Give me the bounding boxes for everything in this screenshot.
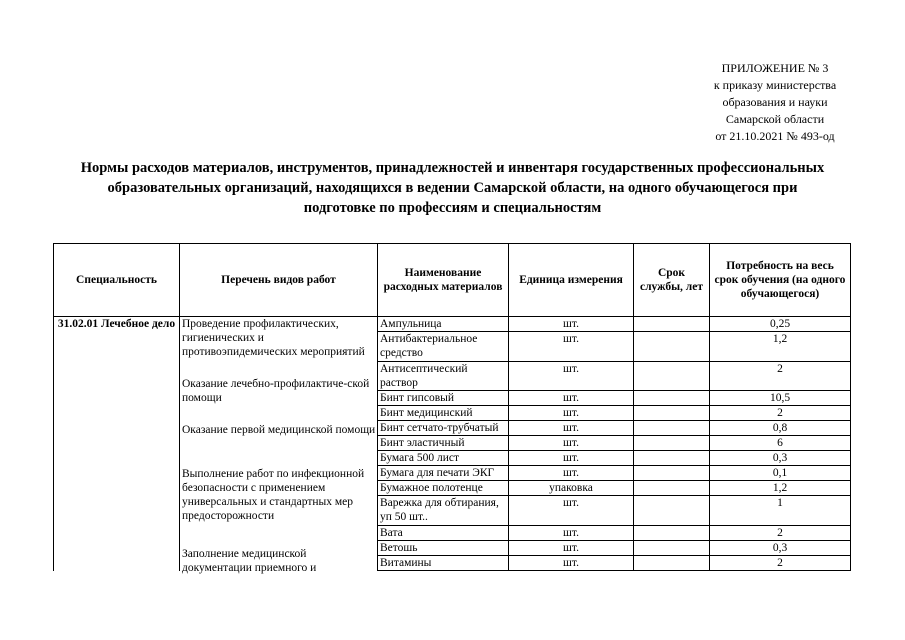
need-cell: 2 [710,556,851,571]
life-cell [634,451,710,466]
work-group: Оказание первой медицинской помощи [182,424,376,436]
life-cell [634,526,710,541]
material-cell: Бумага 500 лист [378,451,509,466]
material-cell: Антибактериальное средство [378,332,509,362]
table-header-row [54,244,851,317]
material-cell: Бинт эластичный [378,436,509,451]
appendix-line: образования и науки [722,95,828,109]
header-specialty: Специальность [54,244,180,317]
unit-cell: шт. [509,406,634,421]
material-cell: Бумажное полотенце [378,481,509,496]
unit-cell: шт. [509,496,634,526]
work-group: Проведение профилактических, гигиенических и противоэпидемических мероприятий [182,318,365,358]
life-cell [634,481,710,496]
appendix-line: Самарской области [725,112,825,126]
title-line: Нормы расходов материалов, инструментов, принадлежностей и инвентаря государственных профессиональных [80,160,825,176]
material-cell: Вата [378,526,509,541]
header-material: Наименование расходных материалов [378,244,509,317]
work-group: Оказание лечебно-профилактиче-ской помощи [182,378,370,404]
unit-cell: шт. [509,391,634,406]
life-cell [634,421,710,436]
material-cell: Бинт медицинский [378,406,509,421]
need-cell: 0,3 [710,541,851,556]
unit-cell: шт. [509,317,634,332]
unit-cell: шт. [509,556,634,571]
need-cell: 1,2 [710,481,851,496]
unit-cell: шт. [509,362,634,391]
unit-cell: шт. [509,451,634,466]
life-cell [634,362,710,391]
header-need: Потребность на весь срок обучения (на одного обучающегося) [710,244,851,317]
material-cell: Варежка для обтирания, уп 50 шт.. [378,496,509,526]
unit-cell: шт. [509,421,634,436]
material-cell: Ветошь [378,541,509,556]
material-cell: Бумага для печати ЭКГ [378,466,509,481]
work-group: Выполнение работ по инфекционной безопасности с применением универсальных и стандартных мер предосторожности [182,468,365,522]
material-cell: Бинт гипсовый [378,391,509,406]
need-cell: 6 [710,436,851,451]
life-cell [634,541,710,556]
need-cell: 2 [710,406,851,421]
title-line: образовательных организаций, находящихся в ведении Самарской области, на одного обучающегося при [107,180,798,196]
works-cell [180,317,378,574]
life-cell [634,466,710,481]
appendix-line: к приказу министерства [713,78,837,92]
header-works: Перечень видов работ [180,244,378,317]
norms-table [53,243,851,574]
unit-cell: шт. [509,332,634,362]
life-cell [634,406,710,421]
unit-cell: упаковка [509,481,634,496]
need-cell: 0,25 [710,317,851,332]
specialty-cell: 31.02.01 Лечебное дело [54,317,180,571]
need-cell: 10,5 [710,391,851,406]
unit-cell: шт. [509,466,634,481]
need-cell: 0,3 [710,451,851,466]
life-cell [634,436,710,451]
unit-cell: шт. [509,526,634,541]
header-unit: Единица измерения [509,244,634,317]
material-cell: Антисептический раствор [378,362,509,391]
need-cell: 1,2 [710,332,851,362]
document-title [0,158,905,218]
need-cell: 0,1 [710,466,851,481]
material-cell: Бинт сетчато-трубчатый [378,421,509,436]
table-body [54,317,851,574]
life-cell [634,317,710,332]
appendix-line: ПРИЛОЖЕНИЕ № 3 [721,61,829,75]
material-cell: Ампульница [378,317,509,332]
need-cell: 1 [710,496,851,526]
work-group: Заполнение медицинской документации приемного и [182,548,317,574]
unit-cell: шт. [509,541,634,556]
appendix-line: от 21.10.2021 № 493-од [715,129,835,143]
table-row [54,317,851,332]
header-life: Срок службы, лет [634,244,710,317]
life-cell [634,556,710,571]
material-cell: Витамины [378,556,509,571]
life-cell [634,391,710,406]
need-cell: 2 [710,362,851,391]
appendix-block [640,60,905,145]
need-cell: 2 [710,526,851,541]
title-line: подготовке по профессиям и специальностям [303,200,602,216]
life-cell [634,332,710,362]
need-cell: 0,8 [710,421,851,436]
life-cell [634,496,710,526]
unit-cell: шт. [509,436,634,451]
